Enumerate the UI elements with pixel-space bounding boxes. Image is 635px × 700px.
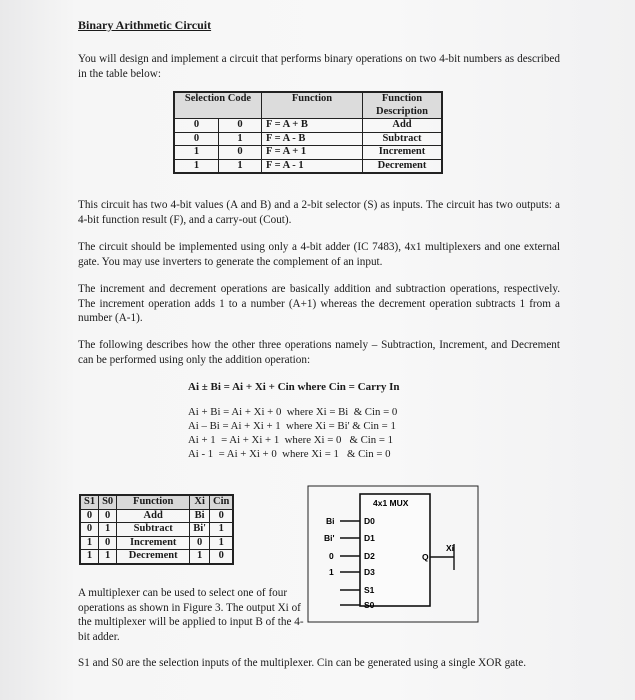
operations-table — [79, 494, 234, 565]
cell-s1: 0 — [174, 119, 219, 133]
page-title: Binary Arithmetic Circuit — [78, 18, 212, 32]
cell-s0: 0 — [99, 509, 117, 523]
cell-s1: 0 — [80, 509, 99, 523]
cell-s0: 1 — [99, 550, 117, 564]
cell-cin: 0 — [210, 550, 234, 564]
table-row — [80, 550, 233, 564]
header-cin: Cin — [210, 495, 234, 509]
table-row — [80, 536, 233, 550]
cell-s1: 0 — [80, 523, 99, 537]
cell-s0: 1 — [99, 523, 117, 537]
main-equation: Ai ± Bi = Ai + Xi + Cin where Cin = Carry In — [188, 381, 400, 393]
pin-d2: D2 — [364, 551, 375, 561]
cell-s0: 0 — [219, 119, 262, 133]
output-label-xi: Xi — [446, 543, 455, 553]
inputs-paragraph: This circuit has two 4-bit values (A and B) and a 2-bit selector (S) as inputs. The circuit has two outputs: a 4-bit function result (F), and a carry-out (Cout). — [78, 199, 560, 226]
cell-s1: 1 — [80, 536, 99, 550]
cell-function: Subtract — [117, 523, 190, 537]
cell-function: F = A - B — [262, 132, 363, 146]
following-paragraph: The following describes how the other three operations namely – Subtraction, Increment, and Decrement can be performed using only the addition operation: — [78, 339, 560, 366]
implementation-paragraph: The circuit should be implemented using only a 4-bit adder (IC 7483), 4x1 multiplexers and one external gate. You may use inverters to generate the complement of an input. — [78, 241, 560, 268]
selection-table — [173, 91, 443, 174]
cell-s0: 1 — [219, 132, 262, 146]
mux-diagram — [300, 484, 480, 624]
cell-s1: 1 — [174, 159, 219, 173]
equation-subtract: Ai – Bi = Ai + Xi + 1 where Xi = Bi' & Cin = 1 — [188, 420, 396, 432]
cell-s1: 0 — [174, 132, 219, 146]
cell-xi: Bi' — [190, 523, 210, 537]
pin-d0: D0 — [364, 516, 375, 526]
cell-description: Subtract — [363, 132, 443, 146]
table-row — [174, 119, 442, 133]
cell-description: Add — [363, 119, 443, 133]
pin-s1: S1 — [364, 585, 375, 595]
input-label-zero: 0 — [329, 551, 334, 561]
cell-function: Increment — [117, 536, 190, 550]
pin-d1: D1 — [364, 533, 375, 543]
cell-s0: 0 — [99, 536, 117, 550]
table-row — [80, 509, 233, 523]
cell-xi: Bi — [190, 509, 210, 523]
cell-xi: 1 — [190, 550, 210, 564]
cell-s1: 1 — [174, 146, 219, 160]
header-function: Function — [117, 495, 190, 509]
cell-s0: 0 — [219, 146, 262, 160]
cell-description: Increment — [363, 146, 443, 160]
table-row — [80, 523, 233, 537]
header-function: Function — [262, 92, 363, 119]
table-row — [174, 146, 442, 160]
cell-s0: 1 — [219, 159, 262, 173]
intro-paragraph: You will design and implement a circuit that performs binary operations on two 4-bit numbers as described in the table below: — [78, 53, 560, 80]
header-s0: S0 — [99, 495, 117, 509]
mux-paragraph: A multiplexer can be used to select one of four operations as shown in Figure 3. The output Xi of the multiplexer will be applied to input B of the 4-bit adder. — [78, 587, 304, 643]
equation-add: Ai + Bi = Ai + Xi + 0 where Xi = Bi & Cin = 0 — [188, 406, 398, 418]
input-label-bi: Bi — [326, 516, 335, 526]
cell-function: Decrement — [117, 550, 190, 564]
cell-cin: 1 — [210, 523, 234, 537]
input-label-one: 1 — [329, 567, 334, 577]
cell-description: Decrement — [363, 159, 443, 173]
cell-function: F = A + 1 — [262, 146, 363, 160]
pin-s0: S0 — [364, 600, 375, 610]
table-row — [174, 159, 442, 173]
pin-d3: D3 — [364, 567, 375, 577]
mux-title: 4x1 MUX — [373, 498, 409, 508]
header-xi: Xi — [190, 495, 210, 509]
equation-decrement: Ai - 1 = Ai + Xi + 0 where Xi = 1 & Cin = 0 — [188, 448, 391, 460]
header-s1: S1 — [80, 495, 99, 509]
input-label-bi-complement: Bi' — [324, 533, 335, 543]
cell-function: Add — [117, 509, 190, 523]
equation-increment: Ai + 1 = Ai + Xi + 1 where Xi = 0 & Cin = 1 — [188, 434, 394, 446]
cell-function: F = A - 1 — [262, 159, 363, 173]
table-row — [174, 132, 442, 146]
header-function-description: Function Description — [363, 92, 443, 119]
final-paragraph: S1 and S0 are the selection inputs of the multiplexer. Cin can be generated using a single XOR gate. — [78, 657, 527, 669]
cell-function: F = A + B — [262, 119, 363, 133]
cell-cin: 0 — [210, 509, 234, 523]
cell-xi: 0 — [190, 536, 210, 550]
header-selection-code: Selection Code — [174, 92, 262, 119]
inc-dec-paragraph: The increment and decrement operations are basically addition and subtraction operations, respectively. The increment operation adds 1 to a number (A+1) whereas the decrement operation subtracts 1 from a number (A-1). — [78, 283, 560, 324]
cell-cin: 1 — [210, 536, 234, 550]
pin-q: Q — [422, 552, 429, 562]
cell-s1: 1 — [80, 550, 99, 564]
